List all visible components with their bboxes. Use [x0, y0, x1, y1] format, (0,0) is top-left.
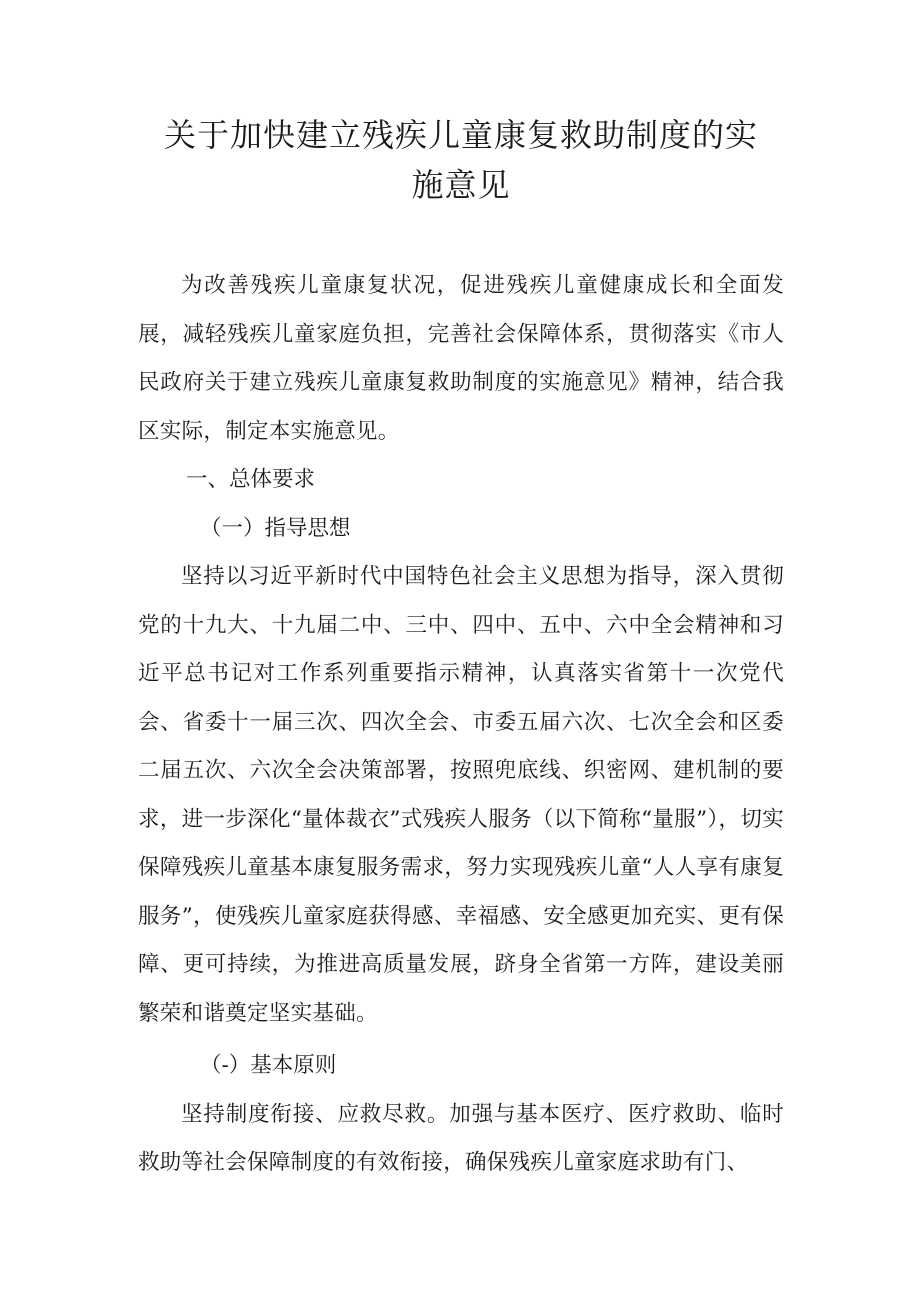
- document-title: [138, 0, 784, 210]
- subsection-heading-basic-principles: （-）基本原则: [200, 1053, 337, 1078]
- intro-paragraph: 为改善残疾儿童康复状况，促进残疾儿童健康成长和全面发展，减轻残疾儿童家庭负担，完善社会保障体系，贯彻落实《市人民政府关于建立残疾儿童康复救助制度的实施意见》精神，结合我区实际，制定本实施意见。: [138, 273, 784, 444]
- title-line-1: 关于加快建立残疾儿童康复救助制度的实: [163, 116, 758, 154]
- principle-paragraph: 坚持制度衔接、应救尽救。加强与基本医疗、医疗救助、临时救助等社会保障制度的有效衔接，确保残疾儿童家庭求助有门、: [138, 1101, 784, 1175]
- guiding-thought-paragraph: 坚持以习近平新时代中国特色社会主义思想为指导，深入贯彻党的十九大、十九届二中、三中、四中、五中、六中全会精神和习近平总书记对工作系列重要指示精神，认真落实省第十一次党代会、省委十一届三次、四次全会、市委五届六次、七次全会和区委二届五次、六次全会决策部署，按照兜底线、织密网、建机制的要求，进一步深化“量体裁衣”式残疾人服务（以下简称“量服”），切实保障残疾儿童基本康复服务需求，努力实现残疾儿童“人人享有康复服务”，使残疾儿童家庭获得感、幸福感、安全感更加充实、更有保障、更可持续，为推进高质量发展，跻身全省第一方阵，建设美丽繁荣和谐奠定坚实基础。: [138, 564, 784, 1026]
- section-heading-general-requirements: 一、总体要求: [186, 467, 316, 492]
- title-line-2: 施意见: [411, 166, 511, 204]
- subsection-heading-guiding-thought: （一）指导思想: [200, 515, 351, 541]
- document-body: [138, 262, 784, 1188]
